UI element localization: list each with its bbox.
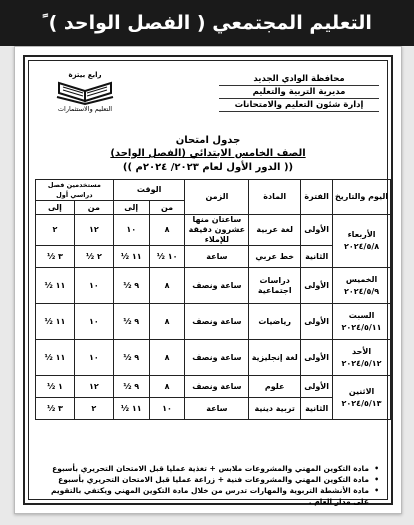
- time-from-cell: ١٠ ½: [149, 246, 185, 268]
- title-grade: الصف الخامس الابتدائي (الفصل الواحد): [110, 148, 306, 159]
- period-cell: الثانية: [301, 398, 333, 420]
- day-name: الخميس: [345, 274, 378, 284]
- subject-cell: رياضيات: [249, 304, 301, 340]
- day-cell: [333, 304, 391, 340]
- time-to-cell: ٩ ½: [113, 268, 149, 304]
- alt-from-cell: ١٠: [74, 340, 113, 376]
- page-border: [23, 55, 393, 505]
- note-item: • مادة الأنشطة التربوية والمهارات تدرس من خلال مادة التكوين المهني ويكتفي بالتقويم على مدار العام .: [50, 486, 379, 506]
- alt-from-cell: ١٢: [74, 376, 113, 398]
- duration-cell: ساعة ونصف: [185, 268, 249, 304]
- header-line: مديرية التربية والتعليم: [219, 86, 379, 99]
- exam-titles: [89, 135, 327, 173]
- time-from-cell: ٨: [149, 340, 185, 376]
- table-row: [36, 376, 391, 398]
- duration-cell: ساعة ونصف: [185, 340, 249, 376]
- day-name: الاثنين: [348, 386, 375, 396]
- duration-cell: ساعة: [185, 246, 249, 268]
- duration-cell: ساعة ونصف: [185, 304, 249, 340]
- period-cell: الأولى: [301, 376, 333, 398]
- period-cell: الأولى: [301, 340, 333, 376]
- day-date: ٢٠٢٤/٥/٩: [343, 286, 380, 296]
- book-icon: [55, 79, 115, 105]
- table-row: [36, 215, 391, 246]
- ministry-header: [219, 73, 379, 112]
- logo: [39, 71, 131, 129]
- alt-from-cell: ٢ ½: [74, 246, 113, 268]
- subject-cell: خط عربي: [249, 246, 301, 268]
- title-term: (( الدور الأول لعام ٢٠٢٣/ ٢٠٢٤م )): [122, 162, 294, 173]
- duration-cell: ساعة: [185, 398, 249, 420]
- period-cell: الأولى: [301, 304, 333, 340]
- alt-from-cell: ١٠: [74, 268, 113, 304]
- document-page: [14, 46, 402, 514]
- header-to: إلى: [113, 201, 149, 215]
- day-name: الأربعاء: [347, 230, 376, 239]
- title-schedule: جدول امتحان: [175, 135, 241, 146]
- header-subject: المادة: [249, 180, 301, 215]
- alt-to-cell: ١١ ½: [36, 304, 75, 340]
- table-row: [36, 304, 391, 340]
- period-cell: الثانية: [301, 246, 333, 268]
- alt-to-cell: ١١ ½: [36, 340, 75, 376]
- header-sched: مستخدمين فصل دراسي أول: [36, 180, 114, 201]
- time-from-cell: ٨: [149, 268, 185, 304]
- period-cell: الأولى: [301, 268, 333, 304]
- time-to-cell: ٩ ½: [113, 376, 149, 398]
- alt-to-cell: ٣ ½: [36, 398, 75, 420]
- alt-from-cell: ١٢: [74, 215, 113, 246]
- day-name: السبت: [348, 310, 375, 320]
- day-date: ٢٠٢٤/٥/١٣: [341, 398, 382, 408]
- time-to-cell: ١٠: [113, 215, 149, 246]
- logo-text: رابع بيتزة: [68, 71, 102, 79]
- logo-subtext: التعليم والاستثمارات: [57, 105, 113, 113]
- time-to-cell: ١١ ½: [113, 398, 149, 420]
- day-cell: [333, 268, 391, 304]
- time-to-cell: ١١ ½: [113, 246, 149, 268]
- header-line: محافظة الوادي الجديد: [219, 73, 379, 86]
- header-line: إدارة شئون التعليم والامتحانات: [219, 99, 379, 112]
- time-to-cell: ٩ ½: [113, 304, 149, 340]
- time-from-cell: ٨: [149, 304, 185, 340]
- header-to: إلى: [36, 201, 75, 215]
- duration-cell: ساعتان منها عشرون دقيقة للإملاء: [185, 215, 249, 246]
- day-cell: [333, 340, 391, 376]
- duration-cell: ساعة ونصف: [185, 376, 249, 398]
- subject-cell: علوم: [249, 376, 301, 398]
- alt-to-cell: ٣ ½: [36, 246, 75, 268]
- subject-cell: دراسات اجتماعية: [249, 268, 301, 304]
- time-from-cell: ١٠: [149, 398, 185, 420]
- header-from: من: [74, 201, 113, 215]
- alt-to-cell: ٢: [36, 215, 75, 246]
- alt-from-cell: ٢: [74, 398, 113, 420]
- time-from-cell: ٨: [149, 215, 185, 246]
- alt-to-cell: ١١ ½: [36, 268, 75, 304]
- period-cell: الأولى: [301, 215, 333, 246]
- header-day: اليوم والتاريخ: [333, 180, 391, 215]
- day-cell: [333, 215, 391, 268]
- table-row: [36, 268, 391, 304]
- subject-cell: تربية دينية: [249, 398, 301, 420]
- header-time: الوقت: [113, 180, 185, 201]
- note-item: • مادة التكوين المهني والمشروعات ملابس + تغذية عمليا قبل الامتحان التحريري بأسبوع: [52, 464, 379, 473]
- day-date: ٢٠٢٤/٥/٨: [343, 242, 380, 251]
- banner-title: التعليم المجتمعي ( الفصل الواحد ) ً: [0, 0, 414, 46]
- alt-to-cell: ١ ½: [36, 376, 75, 398]
- header-period: الفترة: [301, 180, 333, 215]
- time-to-cell: ٩ ½: [113, 340, 149, 376]
- exam-schedule-table: [35, 179, 391, 420]
- subject-cell: لغة إنجليزية: [249, 340, 301, 376]
- table-row: [36, 340, 391, 376]
- day-name: الأحد: [352, 346, 372, 356]
- header-duration: الزمن: [185, 180, 249, 215]
- subject-cell: لغة عربية: [249, 215, 301, 246]
- note-item: • مادة التكوين المهني والمشروعات فنية + زراعة عمليا قبل الامتحان التحريري بأسبوع: [58, 475, 379, 484]
- day-date: ٢٠٢٤/٥/١١: [341, 322, 382, 332]
- header-from: من: [149, 201, 185, 215]
- time-from-cell: ٨: [149, 376, 185, 398]
- day-date: ٢٠٢٤/٥/١٢: [341, 358, 382, 368]
- notes: [37, 463, 379, 507]
- alt-from-cell: ١٠: [74, 304, 113, 340]
- day-cell: [333, 376, 391, 420]
